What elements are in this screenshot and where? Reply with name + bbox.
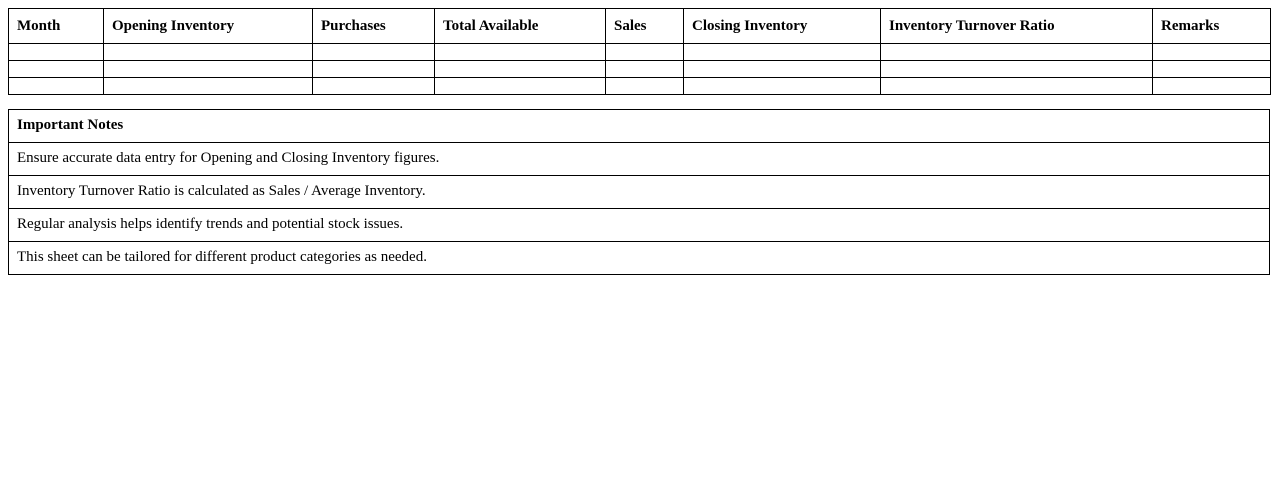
list-item	[9, 176, 1270, 209]
cell-remarks[interactable]	[1153, 78, 1271, 95]
table-row	[9, 44, 1271, 61]
note-item-4: This sheet can be tailored for different product categories as needed.	[9, 242, 1270, 275]
inventory-table	[8, 8, 1271, 95]
column-header-month: Month	[9, 9, 104, 44]
cell-closing-inventory[interactable]	[684, 61, 881, 78]
notes-header-row	[9, 110, 1270, 143]
cell-inventory-turnover-ratio[interactable]	[881, 44, 1153, 61]
notes-header-label: Important Notes	[9, 110, 1270, 143]
cell-sales[interactable]	[606, 61, 684, 78]
cell-month[interactable]	[9, 44, 104, 61]
cell-total-available[interactable]	[435, 44, 606, 61]
table-row	[9, 78, 1271, 95]
cell-sales[interactable]	[606, 78, 684, 95]
cell-remarks[interactable]	[1153, 44, 1271, 61]
column-header-closing-inventory: Closing Inventory	[684, 9, 881, 44]
cell-inventory-turnover-ratio[interactable]	[881, 61, 1153, 78]
note-item-2: Inventory Turnover Ratio is calculated as Sales / Average Inventory.	[9, 176, 1270, 209]
cell-purchases[interactable]	[313, 78, 435, 95]
list-item	[9, 209, 1270, 242]
column-header-remarks: Remarks	[1153, 9, 1271, 44]
column-header-opening-inventory: Opening Inventory	[104, 9, 313, 44]
column-header-total-available: Total Available	[435, 9, 606, 44]
cell-total-available[interactable]	[435, 78, 606, 95]
cell-opening-inventory[interactable]	[104, 61, 313, 78]
table-spacer	[8, 95, 1270, 109]
cell-purchases[interactable]	[313, 61, 435, 78]
cell-remarks[interactable]	[1153, 61, 1271, 78]
cell-closing-inventory[interactable]	[684, 44, 881, 61]
cell-month[interactable]	[9, 78, 104, 95]
cell-opening-inventory[interactable]	[104, 78, 313, 95]
cell-purchases[interactable]	[313, 44, 435, 61]
cell-opening-inventory[interactable]	[104, 44, 313, 61]
note-item-3: Regular analysis helps identify trends and potential stock issues.	[9, 209, 1270, 242]
list-item	[9, 143, 1270, 176]
important-notes-table	[8, 109, 1270, 275]
table-row	[9, 61, 1271, 78]
list-item	[9, 242, 1270, 275]
note-item-1: Ensure accurate data entry for Opening and Closing Inventory figures.	[9, 143, 1270, 176]
cell-month[interactable]	[9, 61, 104, 78]
column-header-purchases: Purchases	[313, 9, 435, 44]
table-header-row	[9, 9, 1271, 44]
column-header-inventory-turnover-ratio: Inventory Turnover Ratio	[881, 9, 1153, 44]
cell-sales[interactable]	[606, 44, 684, 61]
cell-closing-inventory[interactable]	[684, 78, 881, 95]
cell-total-available[interactable]	[435, 61, 606, 78]
column-header-sales: Sales	[606, 9, 684, 44]
cell-inventory-turnover-ratio[interactable]	[881, 78, 1153, 95]
